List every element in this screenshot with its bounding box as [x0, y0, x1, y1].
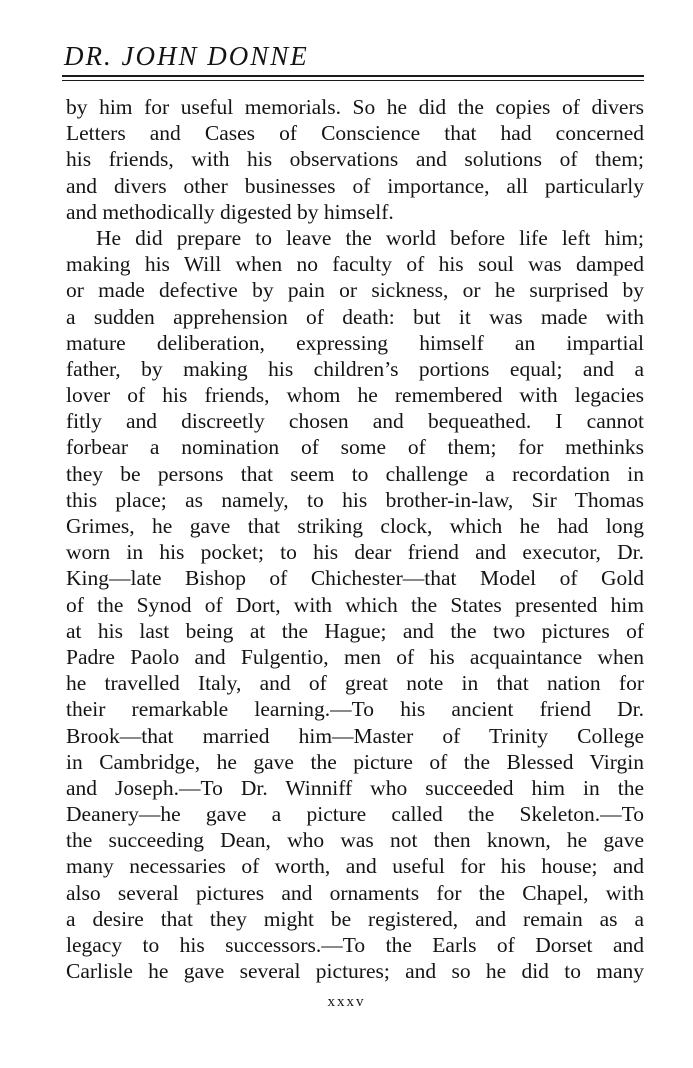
text-line: Deanery—he gave a picture called the Skeleton.—To [66, 802, 644, 827]
text-line: a sudden apprehension of death: but it was made with [66, 304, 644, 329]
text-line: this place; as namely, to his brother-in-law, Sir Thomas [66, 487, 644, 512]
text-line: also several pictures and ornaments for the Chapel, with [66, 880, 644, 905]
text-line: their remarkable learning.—To his ancient friend Dr. [66, 697, 644, 722]
text-line: worn in his pocket; to his dear friend and executor, Dr. [66, 540, 644, 565]
text-line: he travelled Italy, and of great note in that nation for [66, 671, 644, 696]
text-line: mature deliberation, expressing himself an impartial [66, 330, 644, 355]
text-line: making his Will when no faculty of his soul was damped [66, 252, 644, 277]
text-line: or made defective by pain or sickness, or he surprised by [66, 278, 644, 303]
header-rule-thin [62, 80, 644, 81]
text-line: King—late Bishop of Chichester—that Model of Gold [66, 566, 644, 591]
text-line: Grimes, he gave that striking clock, which he had long [66, 514, 644, 538]
text-line: lover of his friends, whom he remembered with legacies [66, 383, 644, 408]
text-line: and divers other businesses of importance, all particularly [66, 173, 644, 198]
text-line: Brook—that married him—Master of Trinity College [66, 723, 644, 748]
text-line: in Cambridge, he gave the picture of the Blessed Virgin [66, 749, 644, 774]
page-number: xxxv [327, 994, 366, 1010]
text-line: by him for useful memorials. So he did the copies of divers [66, 95, 644, 119]
paragraph-start-line: He did prepare to leave the world before life left him; [96, 225, 644, 250]
text-line: they be persons that seem to challenge a recordation in [66, 461, 644, 486]
text-line: and Joseph.—To Dr. Winniff who succeeded him in the [66, 775, 644, 800]
text-line: many necessaries of worth, and useful for his house; and [66, 854, 644, 879]
text-line: forbear a nomination of some of them; for methinks [66, 435, 644, 460]
text-line: at his last being at the Hague; and the two pictures of [66, 618, 644, 643]
header-rule-thick [62, 75, 644, 77]
body-text [66, 94, 644, 984]
running-head: DR. JOHN DONNE [64, 41, 309, 71]
text-line: Padre Paolo and Fulgentio, men of his acquaintance when [66, 644, 644, 669]
text-line: Letters and Cases of Conscience that had concerned [66, 121, 644, 146]
text-line: father, by making his children’s portions equal; and a [66, 356, 644, 381]
text-line: legacy to his successors.—To the Earls of Dorset and [66, 933, 644, 957]
text-line: fitly and discreetly chosen and bequeathed. I cannot [66, 409, 644, 434]
text-line: his friends, with his observations and solutions of them; [66, 147, 644, 172]
text-line: Carlisle he gave several pictures; and so he did to many [66, 959, 644, 984]
text-line: the succeeding Dean, who was not then known, he gave [66, 828, 644, 853]
text-line: and methodically digested by himself. [66, 199, 394, 224]
text-line: of the Synod of Dort, with which the States presented him [66, 592, 644, 617]
text-line: a desire that they might be registered, and remain as a [66, 906, 644, 931]
